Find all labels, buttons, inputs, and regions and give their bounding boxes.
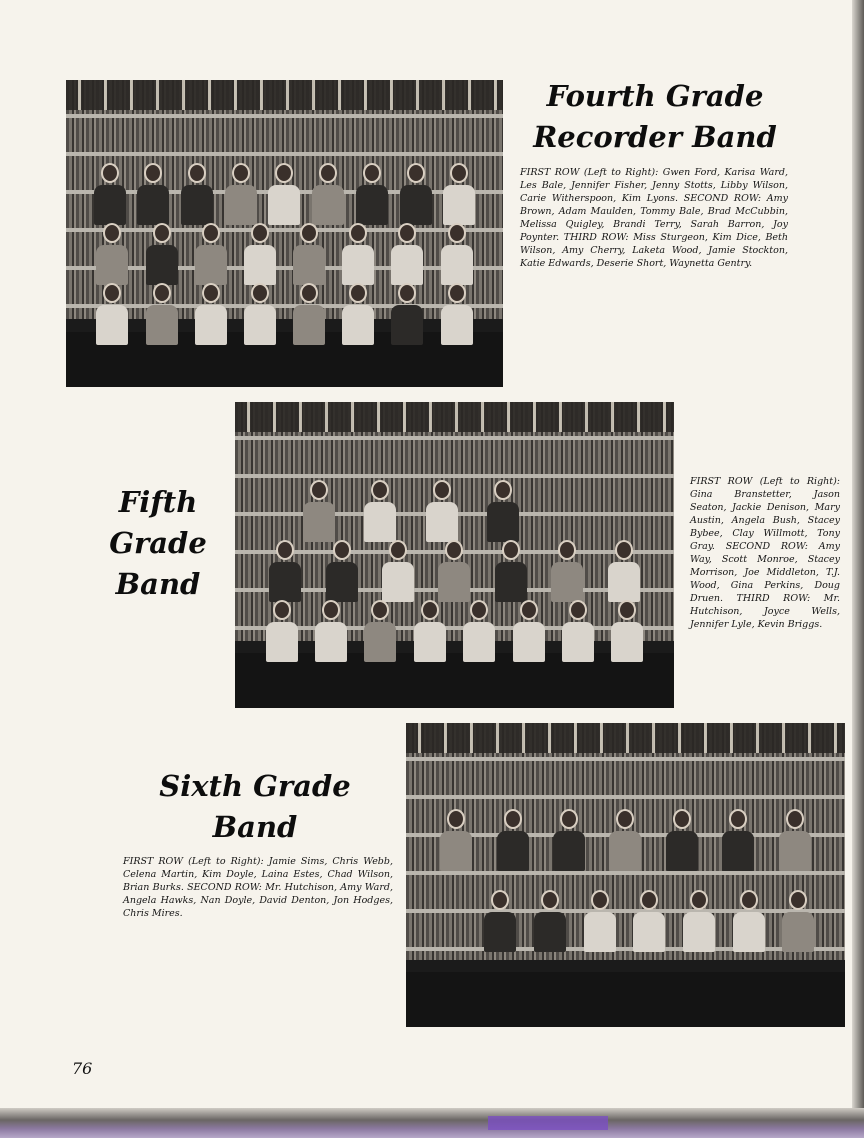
students-group [428, 784, 823, 997]
fifth-grade-title-line1: Fifth [118, 485, 198, 519]
fourth-grade-caption: FIRST ROW (Left to Right): Gwen Ford, Karisa Ward, Les Bale, Jennifer Fisher, Jenny Stotts, Libby Wilson, Carie Witherspoon, Kim Lyons. SECOND ROW: Amy Brown, Adam Maulden, Tommy Bale, Brad McCubbin, Melissa Quigley, Brandi Terry, Sarah Barron, Joy Poynter. THIRD ROW: Miss Sturgeon, Kim Dice, Beth Wilson, Amy Cherry, Laketa Wood, Jamie Stockton, Katie Edwards, Deserie Short, Waynetta Gentry. [520, 167, 788, 269]
sixth-grade-title-line1: Sixth Grade [159, 769, 351, 803]
fifth-grade-title [98, 482, 218, 605]
fifth-grade-caption: FIRST ROW (Left to Right): Gina Branstetter, Jason Seaton, Jackie Denison, Mary Austin, Angela Bush, Stacey Bybee, Clay Willmott, Tony Gray. SECOND ROW: Amy Way, Scott Monroe, Stacey Morrison, Joe Middleton, T.J. Wood, Gina Perkins, Doug Druen. THIRD ROW: Mr. Hutchison, Joyce Wells, Jennifer Lyle, Kevin Briggs. [690, 476, 840, 630]
fifth-grade-title-line2: Grade [109, 526, 207, 560]
sixth-grade-caption: FIRST ROW (Left to Right): Jamie Sims, Chris Webb, Celena Martin, Kim Doyle, Laina Estes, Chad Wilson, Brian Burks. SECOND ROW: Mr. Hutchison, Amy Ward, Angela Hawks, Nan Doyle, David Denton, Jon Hodges, Chris Mires. [123, 856, 393, 919]
students-group [88, 141, 481, 356]
trophy-row [235, 402, 674, 432]
trophy-row [66, 80, 503, 110]
fifth-grade-title-line3: Band [115, 567, 201, 601]
page-edge-bottom [0, 1108, 864, 1138]
students-group [257, 463, 652, 677]
page-number: 76 [72, 1059, 93, 1078]
fourth-grade-title-line1: Fourth Grade [546, 79, 764, 113]
sixth-grade-photo [406, 723, 845, 1027]
fifth-grade-photo [235, 402, 674, 708]
sixth-grade-title [150, 766, 360, 848]
sixth-grade-title-line2: Band [212, 810, 298, 844]
trophy-row [406, 723, 845, 753]
page-edge-right [852, 0, 864, 1138]
fourth-grade-photo [66, 80, 503, 387]
fourth-grade-title-line2: Recorder Band [533, 120, 777, 154]
cover-color-strip [488, 1116, 608, 1130]
fourth-grade-title [520, 76, 790, 158]
